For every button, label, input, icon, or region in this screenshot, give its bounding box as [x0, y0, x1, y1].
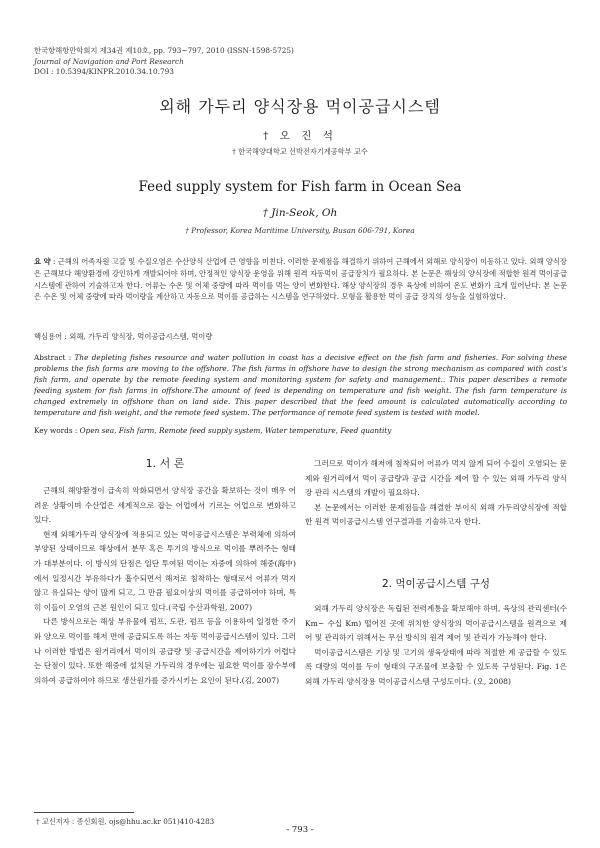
right-column-top [305, 457, 567, 530]
keywords-english [34, 426, 567, 435]
author-korean: † 오 진 석 [263, 130, 337, 142]
abstract-korean-text: : 근해의 어족자원 고갈 및 수질오염은 수산양식 산업에 큰 영향을 미친다. 이러한 문제점을 해결하기 위하여 근해에서 외해로 양식장이 이동하고 있다. 외해 양식장은 근해보다 해양환경에 강인하게 개발되어야 하며, 안정적인 양식장 운영을 위해 원격 자동먹이 공급장치가 필요하다. 본 논문은 해상의 양식장에 적합한 원격 먹이공급시스템에 관하여 기술하고자 한다. 어류는 수온 및 어체 중량에 따라 먹이를 먹는 양이 변화한다. 해상 양식장의 경우 육상에 비하여 온도 변화가 크게 일어난다. 본 논문은 수온 및 어체 중량에 따라 먹이량을 계산하고 자동으로 먹이를 공급하는 시스템을 연구하였다. 모형을 활용한 먹이 공급 장치의 성능을 실험하였다. [34, 257, 567, 302]
journal-header [34, 46, 294, 78]
section-1-heading: 1. 서 론 [145, 457, 185, 470]
footnote-divider [34, 812, 134, 813]
paragraph: 외해 가두리 양식장은 독립된 전력계통을 확보해야 하며, 육상의 관리센터(수 Km~ 수십 Km) 떨어진 곳에 위치한 양식장의 먹이공급시스템을 원격으로 제어 및 관리하기 위해서는 무선 방식의 원격 제어 및 관리가 가능해야 한다. [305, 604, 567, 643]
journal-name: Journal of Navigation and Port Research [34, 56, 184, 66]
paper-title-english: Feed supply system for Fish farm in Ocean Sea [138, 179, 462, 195]
section-2-heading: 2. 먹이공급시스템 구성 [382, 578, 490, 590]
keywords-english-text: Open sea, Fish farm, Remote feed supply system, Water temperature, Feed quantity [79, 426, 392, 435]
author-english: † Jin-Seok, Oh [262, 207, 338, 219]
paragraph: 본 논문에서는 이러한 문제점들을 해결한 부이식 외해 가두리양식장에 적합한 원격 먹이공급시스템 연구결과를 기술하고자 한다. [305, 502, 567, 527]
page-number: - 793 - [286, 825, 314, 835]
abstract-english-text: The depleting fishes resource and water pollution in coast has a decisive effect on the fish farm and fisheries. For solving these problems the fish farms are moving to the offshore. The fish farms in offshore have to design the strong mechanism as compared with cost's fish farm, and operate by the remote feeding system and monitoring system for safety and management.. This paper describes a remote feeding system for fish farms in offshore.The amount of feed is depending on temperature and fish weight. The fish farm temperature is changed extremely in offshore than on land side. This paper described that the feed amount is calculated automatically according to temperature and fish weight, and the remote feed system. The performance of remote feed system is tested with model. [34, 353, 567, 418]
keywords-korean: 핵심용어 : 외해, 가두리 양식장, 먹이공급시스템, 먹이량 [34, 332, 213, 341]
journal-citation: 한국항해항만학회지 제34권 제10호, pp. 793~797, 2010 (ISSN-1598-5725) [34, 46, 294, 55]
paragraph: 먹이공급시스템은 기상 및 고기의 생육상태에 따라 적절한 계 공급할 수 있도록 대량의 먹이를 두이 형태의 구조물에 보충할 수 있도록 구성된다. Fig. 1은 외해 가두리 양식장용 먹이공급시스템 구성도이다. (오, 2008) [305, 647, 567, 686]
affiliation-korean: † 한국해양대학교 선박전자기계공학부 교수 [232, 147, 368, 156]
abstract-korean [34, 256, 567, 303]
left-column [34, 484, 296, 688]
affiliation-english: † Professor, Korea Maritime University, Busan 606-791, Korea [185, 226, 415, 235]
keywords-english-label: Key words : [34, 426, 78, 435]
abstract-english [34, 352, 567, 419]
paragraph: 근해의 해양환경이 급속히 악화되면서 양식장 공간을 확보하는 것이 매우 어려운 상황이며 수산업은 세계적으로 잡는 어업에서 기르는 어업으로 변화하고 있다. [34, 486, 296, 525]
paragraph: 다른 방식으로는 해상 부유물에 펌프, 도관, 펌프 등을 이용하여 일정한 주기와 양으로 먹이를 해저 면에 공급되도록 하는 자동 먹이공급시스템이 있다. 그러나 이러한 방법은 원거리에서 먹이의 공급량 및 공급시간을 제어하기가 어렵다는 단점이 있다. 또한 해중에 설치된 가두리의 경우에는 필요한 먹이를 잠수부에 의하여 공급하여야 하므로 생산원가를 증가시키는 요인이 된다.(김, 2007) [34, 617, 296, 685]
paper-title-korean: 외해 가두리 양식장용 먹이공급시스템 [159, 97, 441, 116]
right-column-bottom [305, 602, 567, 690]
doi: DOI : 10.5394/KINPR.2010.34.10.793 [34, 67, 174, 76]
paragraph: 그러므로 먹이가 해저에 침착되어 어류가 먹지 않게 되어 수질이 오염되는 문제와 원거리에서 먹이 공급량과 공급 시간을 제어 할 수 있는 외해 가두리 양식장 관리 시스템의 개발이 필요하다. [305, 459, 567, 498]
paragraph: 현재 외해가두리 양식장에 적용되고 있는 먹이공급시스템은 부력체에 의하여 부양된 상태이므로 해상에서 분무 혹은 투기의 방식으로 먹이를 뿌려주는 형태가 대부분이다. 이 방식의 단점은 일단 투여된 먹이는 자중에 의하여 해중(海中)에서 일정시간 부유하다가 흡수되면서 해저로 침착하는 형태로서 어류가 먹지 않고 유실되는 양이 많게 되고, 그 만큼 필요이상의 먹이를 공급하여야 하며, 특히 이들이 오염의 근본 원인이 되고 있다.(국립 수산과학원, 2007) [34, 529, 296, 612]
footnote: † 교신저자 : 종신회원, ojs@hhu.ac.kr 051)410-4283 [36, 817, 215, 826]
abstract-korean-label: 요 약 [34, 257, 51, 266]
abstract-english-label: Abstract : [34, 353, 72, 362]
